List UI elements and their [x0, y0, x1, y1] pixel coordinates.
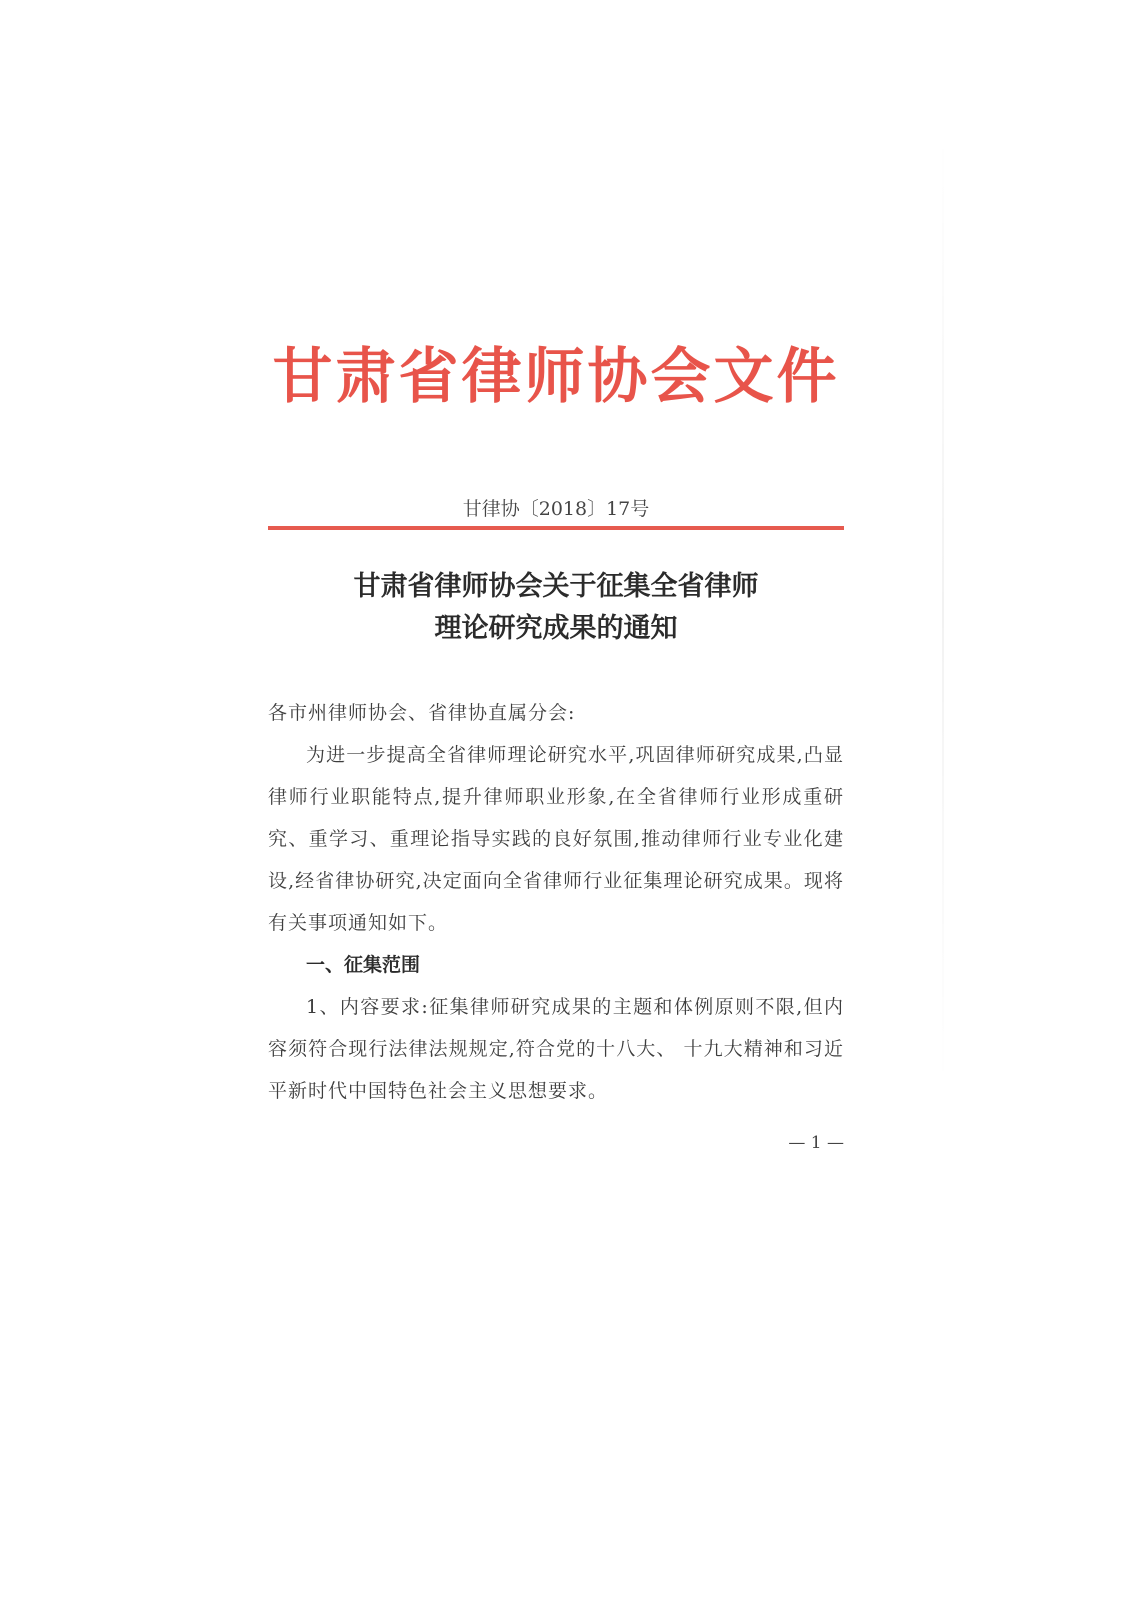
notice-title-line-2: 理论研究成果的通知 — [434, 613, 678, 644]
body-paragraph-intro: 为进一步提高全省律师理论研究水平,巩固律师研究成果,凸显律师行业职能特点,提升律师职业形象,在全省律师行业形成重研究、重学习、重理论指导实践的良好氛围,推动律师行业专业化建设,经省律协研究,决定面向全省律师行业征集理论研究成果。现将有关事项通知如下。 — [268, 744, 844, 934]
scan-edge-shadow — [942, 130, 944, 1090]
document-number: 甘律协〔2018〕17号 — [462, 498, 650, 520]
page-number: — 1 — — [788, 1133, 844, 1153]
notice-title-line-1: 甘肃省律师协会关于征集全省律师 — [353, 571, 759, 602]
red-divider-rule — [268, 526, 844, 530]
section-heading-scope: 一、征集范围 — [306, 954, 421, 976]
salutation: 各市州律师协会、省律协直属分会: — [268, 702, 576, 724]
body-paragraph-content-requirement: 1、内容要求:征集律师研究成果的主题和体例原则不限,但内容须符合现行法律法规规定,符合党的十八大、 十九大精神和习近平新时代中国特色社会主义思想要求。 — [268, 996, 844, 1102]
notice-title — [268, 566, 844, 650]
letterhead-title: 甘肃省律师协会文件 — [272, 342, 840, 412]
